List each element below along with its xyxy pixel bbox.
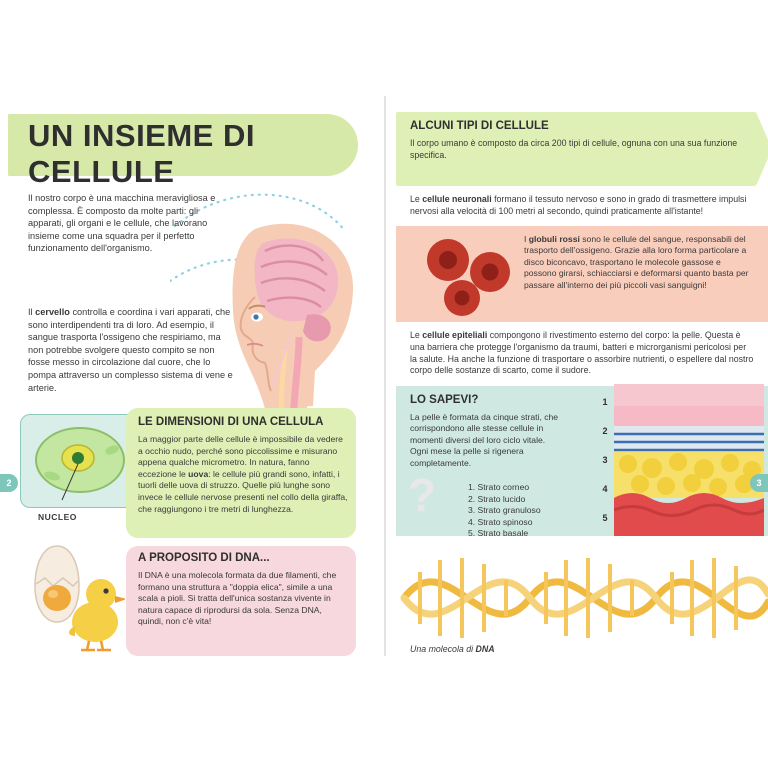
right-page: [386, 96, 768, 656]
skin-layer-number: 5: [602, 513, 608, 523]
lo-sapevi-title: LO SAPEVI?: [410, 394, 479, 406]
nucleo-label: NUCLEO: [38, 512, 77, 522]
skin-layer-number: 4: [602, 484, 608, 494]
globuli-rossi-paragraph: I globuli rossi sono le cellule del sangue, responsabili del trasporto dell'ossigeno. Grazie alla loro forma particolare a disco biconcavo, trasportano le molecole gassose e possono girarsi, schiacciarsi e deformarsi quanto basta per passare all'interno dei più piccoli vasi sanguigni!: [524, 234, 749, 290]
lo-sapevi-body: La pelle è formata da cinque strati, che corrispondono alle stesse cellule in momenti diversi del loro ciclo vitale. Ogni mese la pelle si rigenera completamente.: [410, 412, 559, 468]
dna-double-helix-illustration: [396, 542, 768, 654]
epiteliali-paragraph: Le cellule epiteliali compongono il rivestimento esterno del corpo: la pelle. Questa è una barriera che protegge l'organismo da traumi, batteri e microrganismi pericolosi per la salute. Ha anche la funzione di trasportare o assorbire nutrienti, o espellere dal nostro corpo delle sostanze di scarto, come il sudore.: [410, 330, 754, 376]
egg-and-duckling-illustration: [5, 526, 125, 656]
dimensioni-body: La maggior parte delle cellule è impossibile da vedere a occhio nudo, perché sono piccolissime e misurano appena qualche micrometro. In natura, fanno eccezione le uova: le cellule più grandi sono, infatti, i tuorli delle uova di struzzo. Quelle più lunghe sono invece le cellule nervose presenti nel collo della giraffa, che raggiungono i tre metri di lunghezza.: [138, 434, 348, 514]
skin-cross-section-illustration: [614, 384, 764, 536]
page-number-right: 3: [750, 474, 768, 492]
question-mark-decoration: ?: [408, 469, 437, 521]
list-item: 3. Strato granuloso: [468, 505, 541, 516]
tipi-cellule-title: ALCUNI TIPI DI CELLULE: [410, 120, 549, 132]
list-item: 1. Strato corneo: [468, 482, 530, 492]
left-page: [0, 96, 386, 656]
tipi-cellule-body: Il corpo umano è composto da circa 200 tipi di cellule, ognuna con una sua funzione specifica.: [410, 138, 738, 160]
dna-caption: [410, 644, 495, 654]
skin-layer-number: 2: [602, 426, 608, 436]
dna-caption-prefix: Una molecola di: [410, 644, 476, 654]
skin-layer-number: 3: [602, 455, 608, 465]
dna-body: Il DNA è una molecola formata da due filamenti, che formano una struttura a "doppia elica", simile a una scala a pioli. Si tratta dell'unica sostanza vivente in natura capace di riprodursi da sola. Senza DNA, quindi, non c'è vita!: [138, 570, 337, 627]
dna-caption-bold: DNA: [475, 644, 495, 654]
list-item: 2. Strato lucido: [468, 493, 526, 504]
intro-paragraph: Il nostro corpo è una macchina meravigliosa e complessa. È composto da molte parti: gli apparati, gli organi e le cellule, che lavorano insieme come una squadra per il perfetto funzionamento dell'organismo.: [28, 193, 216, 254]
dimensioni-title: LE DIMENSIONI DI UNA CELLULA: [138, 416, 324, 428]
page-number-left: 2: [0, 474, 18, 492]
head-anatomy-illustration: [195, 211, 380, 426]
page-title: UN INSIEME DI CELLULE: [28, 118, 255, 189]
red-blood-cells-illustration: [412, 234, 522, 318]
brain-paragraph: Il cervello controlla e coordina i vari apparati, che sono interdipendenti tra di loro. Ad esempio, il sangue trasporta l'ossigeno che respiriamo, ma non potrebbe svolgere questo compito se non fosse messo in circolazione dal cuore, che lo pompa attraverso un complesso sistema di vene e arterie.: [28, 307, 233, 393]
skin-layers-list: [468, 482, 598, 540]
list-item: 5. Strato basale: [468, 528, 529, 539]
skin-layer-numbers: [598, 388, 612, 533]
cell-nucleus-illustration: [20, 414, 140, 514]
neuronali-paragraph: Le cellule neuronali formano il tessuto nervoso e sono in grado di trasmettere impulsi nervosi alla velocità di 100 metri al secondo, quindi praticamente all'istante!: [410, 194, 747, 216]
dna-title: A PROPOSITO DI DNA...: [138, 552, 270, 564]
list-item: 4. Strato spinoso: [468, 516, 533, 527]
skin-layer-number: 1: [602, 397, 608, 407]
